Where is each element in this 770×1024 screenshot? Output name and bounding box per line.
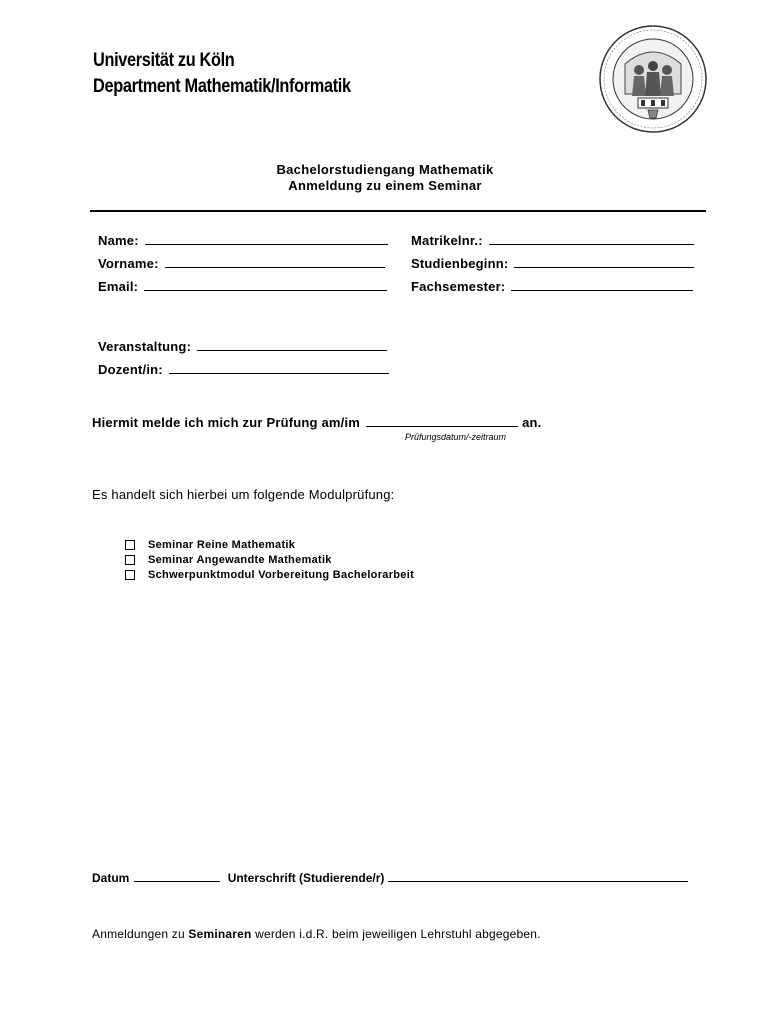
title-divider (90, 210, 706, 212)
checkbox[interactable] (125, 555, 135, 565)
datum-input-line[interactable] (134, 871, 220, 882)
email-input-line[interactable] (144, 279, 387, 291)
email-label: Email: (98, 279, 139, 294)
veranstaltung-input-line[interactable] (197, 339, 387, 351)
vorname-label: Vorname: (98, 256, 159, 271)
option-label: Seminar Reine Mathematik (148, 538, 296, 551)
module-intro-text: Es handelt sich hierbei um folgende Modulprüfung: (92, 487, 395, 502)
checkbox[interactable] (125, 570, 135, 580)
option-schwerpunktmodul[interactable] (125, 567, 414, 582)
exam-text: Hiermit melde ich mich zur Prüfung am/im (92, 415, 361, 430)
footer-text-pre: Anmeldungen zu (92, 927, 189, 941)
matrikelnr-input-line[interactable] (489, 233, 694, 245)
department-name: Department Mathematik/Informatik (93, 76, 351, 97)
university-seal-icon (598, 24, 708, 134)
name-field[interactable] (98, 233, 388, 248)
unterschrift-label: Unterschrift (Studierende/r) (227, 871, 385, 885)
exam-suffix: an. (522, 415, 542, 430)
studienbeginn-field[interactable] (411, 256, 694, 271)
exam-date-hint: Prüfungsdatum/-zeitraum (405, 432, 507, 442)
footer-text-post: werden i.d.R. beim jeweiligen Lehrstuhl abgegeben. (251, 927, 541, 941)
matrikelnr-field[interactable] (411, 233, 694, 248)
vorname-field[interactable] (98, 256, 385, 271)
fachsemester-input-line[interactable] (511, 279, 693, 291)
studienbeginn-input-line[interactable] (514, 256, 694, 268)
option-label: Seminar Angewandte Mathematik (148, 553, 332, 566)
form-title-line1: Bachelorstudiengang Mathematik (276, 162, 494, 177)
checkbox[interactable] (125, 540, 135, 550)
dozent-field[interactable] (98, 362, 389, 377)
name-label: Name: (98, 233, 139, 248)
signature-line[interactable] (92, 871, 688, 885)
matrikelnr-label: Matrikelnr.: (411, 233, 483, 248)
name-input-line[interactable] (145, 233, 388, 245)
dozent-label: Dozent/in: (98, 362, 163, 377)
veranstaltung-label: Veranstaltung: (98, 339, 192, 354)
veranstaltung-field[interactable] (98, 339, 387, 354)
exam-registration-line[interactable] (92, 415, 541, 430)
university-name: Universität zu Köln (93, 50, 235, 71)
unterschrift-input-line[interactable] (388, 871, 688, 882)
option-reine-mathematik[interactable] (125, 537, 295, 552)
vorname-input-line[interactable] (165, 256, 385, 268)
footer-text-bold: Seminaren (188, 927, 252, 941)
fachsemester-label: Fachsemester: (411, 279, 506, 294)
footer-note (92, 927, 541, 941)
studienbeginn-label: Studienbeginn: (411, 256, 509, 271)
dozent-input-line[interactable] (169, 362, 389, 374)
option-angewandte-mathematik[interactable] (125, 552, 332, 567)
option-label: Schwerpunktmodul Vorbereitung Bachelorarbeit (148, 568, 415, 581)
form-title-line2: Anmeldung zu einem Seminar (288, 178, 482, 193)
exam-date-input-line[interactable] (366, 415, 518, 427)
datum-label: Datum (92, 871, 130, 885)
fachsemester-field[interactable] (411, 279, 693, 294)
email-field[interactable] (98, 279, 387, 294)
